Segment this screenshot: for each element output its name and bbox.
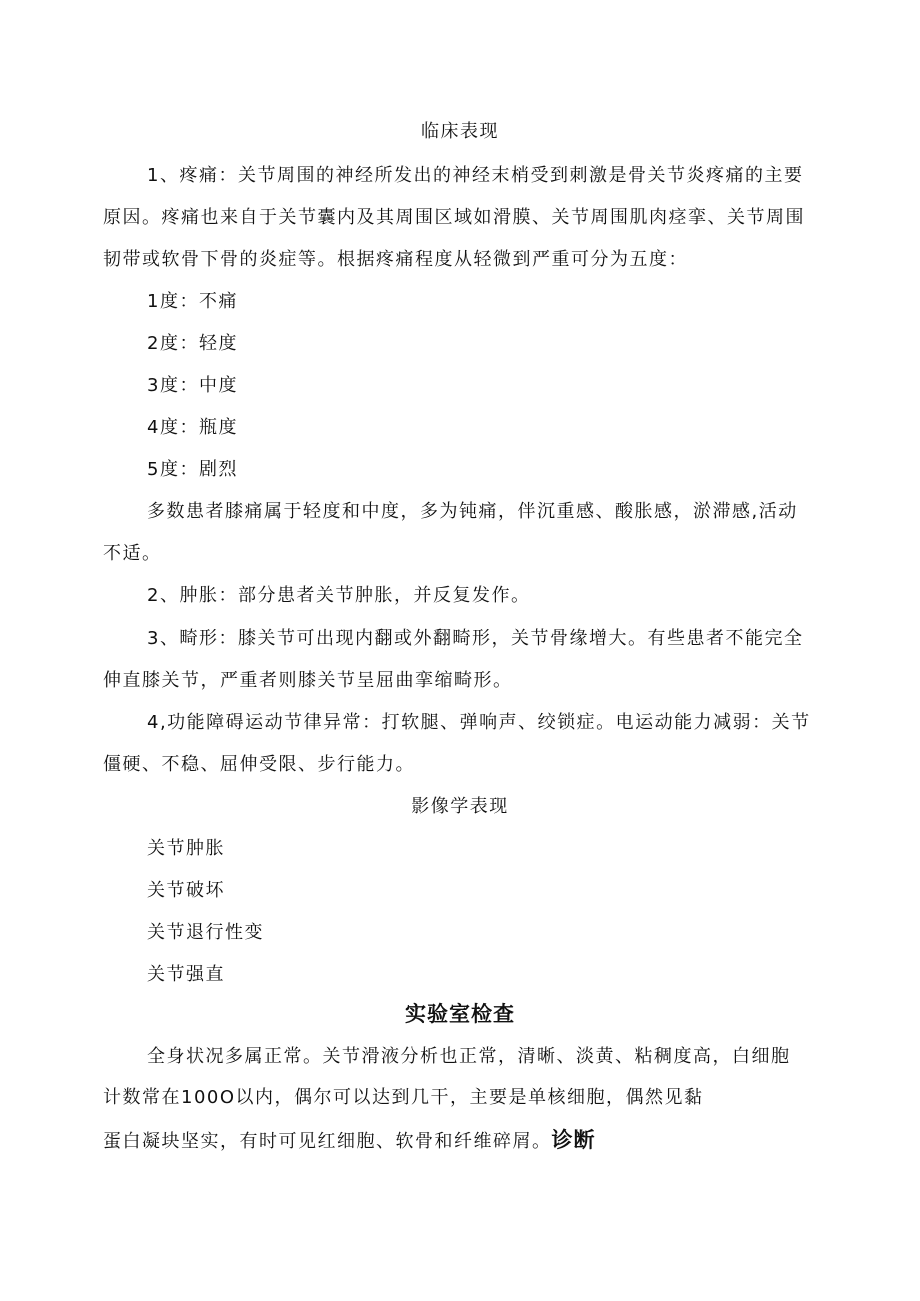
section-heading-clinical: 临床表现: [421, 121, 499, 142]
paragraph-dysfunction-line-1: 4,功能障碍运动节律异常：打软腿、弹响声、绞锁症。电运动能力减弱：关节: [147, 712, 811, 733]
pain-grade-5: 5度：剧烈: [147, 459, 238, 480]
imaging-item: 关节强直: [147, 964, 225, 985]
paragraph-swelling: 2、肿胀：部分患者关节肿胀，并反复发作。: [147, 585, 531, 606]
paragraph-lab-line-2: 计数常在100O以内，偶尔可以达到几干，主要是单核细胞，偶然见黏: [103, 1087, 704, 1108]
paragraph-lab-line-3-text: 蛋白凝块坚实，有时可见红细胞、软骨和纤维碎屑。: [103, 1131, 552, 1152]
imaging-item: 关节退行性变: [147, 922, 264, 943]
paragraph-pain-line-1: 1、疼痛：关节周围的神经所发出的神经末梢受到刺激是骨关节炎疼痛的主要: [147, 165, 804, 186]
pain-grade-4: 4度：瓶度: [147, 417, 238, 438]
imaging-item: 关节破坏: [147, 880, 225, 901]
imaging-item: 关节肿胀: [147, 838, 225, 859]
paragraph-deformity-line-2: 伸直膝关节，严重者则膝关节呈屈曲挛缩畸形。: [103, 670, 513, 691]
pain-grade-2: 2度：轻度: [147, 333, 238, 354]
paragraph-deformity-line-1: 3、畸形：膝关节可出现内翻或外翻畸形，关节骨缘增大。有些患者不能完全: [147, 628, 804, 649]
paragraph-dysfunction-line-2: 僵硬、不稳、屈伸受限、步行能力。: [103, 754, 415, 775]
paragraph-knee-pain-line-2: 不适。: [103, 543, 162, 564]
pain-grade-1: 1度：不痛: [147, 291, 238, 312]
paragraph-lab-line-1: 全身状况多属正常。关节滑液分析也正常，清晰、淡黄、粘稠度高，白细胞: [147, 1046, 791, 1067]
diagnosis-heading: 诊断: [551, 1128, 596, 1152]
section-heading-imaging: 影像学表现: [411, 796, 509, 817]
section-heading-lab: 实验室检查: [405, 1002, 515, 1026]
paragraph-knee-pain-line-1: 多数患者膝痛属于轻度和中度，多为钝痛，伴沉重感、酸胀感，淤滞感,活动: [147, 501, 798, 522]
pain-grade-3: 3度：中度: [147, 375, 238, 396]
paragraph-pain-line-2: 原因。疼痛也来自于关节囊内及其周围区域如滑膜、关节周围肌肉痉挛、关节周围: [103, 207, 805, 228]
paragraph-pain-line-3: 韧带或软骨下骨的炎症等。根据疼痛程度从轻微到严重可分为五度：: [103, 249, 688, 270]
paragraph-lab-line-3: [103, 1128, 596, 1154]
